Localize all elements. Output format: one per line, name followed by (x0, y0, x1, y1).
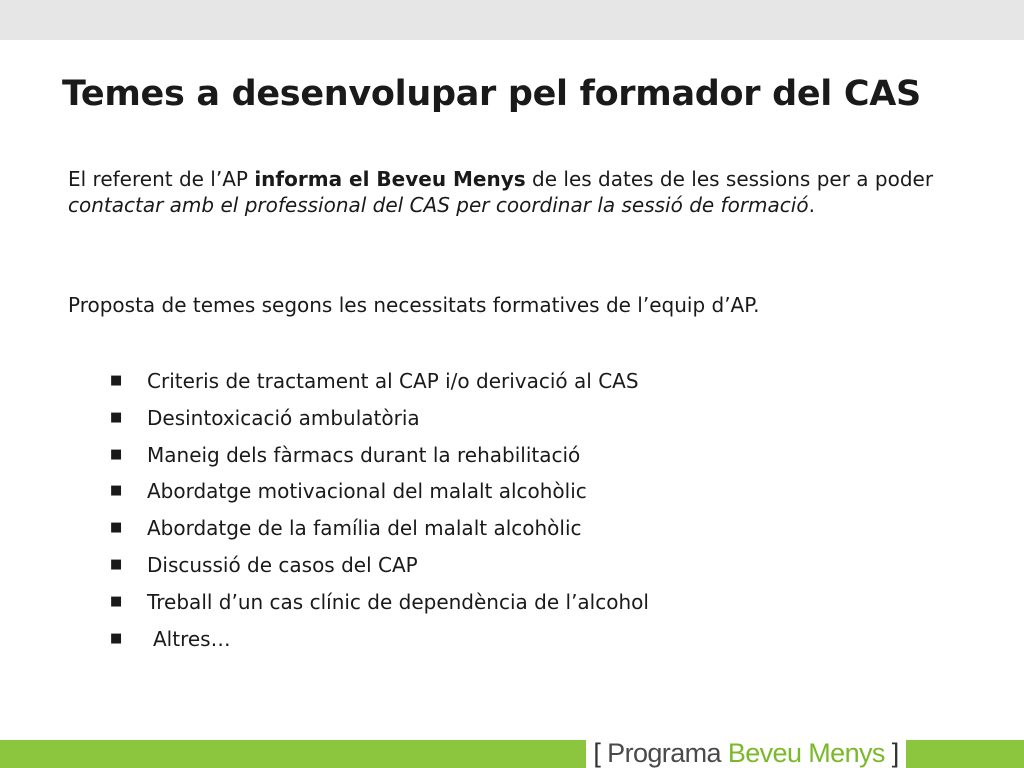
square-bullet-icon: ■ (110, 630, 123, 646)
intro-text-end: . (808, 193, 815, 217)
square-bullet-icon: ■ (110, 556, 123, 572)
square-bullet-icon: ■ (110, 483, 123, 499)
logo-program-name: Beveu Menys (727, 738, 885, 768)
intro-paragraph (68, 166, 958, 218)
topic-label: Desintoxicació ambulatòria (147, 405, 420, 430)
program-logo (586, 738, 906, 768)
topic-label: Maneig dels fàrmacs durant la rehabilitació (147, 442, 581, 467)
intro-text-middle: de les dates de les sessions per a poder (525, 167, 934, 191)
logo-bracket-close: ] (891, 738, 899, 768)
square-bullet-icon: ■ (110, 373, 123, 388)
topic-label: Criteris de tractament al CAP i/o derivació al CAS (147, 369, 639, 393)
square-bullet-icon: ■ (110, 409, 123, 425)
topic-label: Treball d’un cas clínic de dependència de l’alcohol (147, 589, 649, 614)
logo-program-word: Programa (607, 738, 721, 768)
square-bullet-icon: ■ (110, 593, 123, 609)
topic-label: Discussió de casos del CAP (147, 552, 418, 577)
intro-bold-text: informa el Beveu Menys (254, 167, 526, 191)
intro-italic-text: contactar amb el professional del CAS per coordinar la sessió de formació (68, 193, 809, 217)
topic-label: Abordatge de la família del malalt alcohòlic (147, 516, 582, 541)
topic-label: Altres… (153, 626, 231, 651)
top-band (0, 0, 1024, 40)
slide-title: Temes a desenvolupar pel formador del CAS (62, 74, 921, 114)
proposal-text: Proposta de temes segons les necessitats formatives de l’equip d’AP. (68, 293, 760, 317)
square-bullet-icon: ■ (110, 520, 123, 536)
intro-text-start: El referent de l’AP (68, 167, 255, 191)
topic-label: Abordatge motivacional del malalt alcohòlic (147, 479, 587, 504)
square-bullet-icon: ■ (110, 446, 123, 462)
logo-bracket-open: [ (593, 738, 601, 768)
